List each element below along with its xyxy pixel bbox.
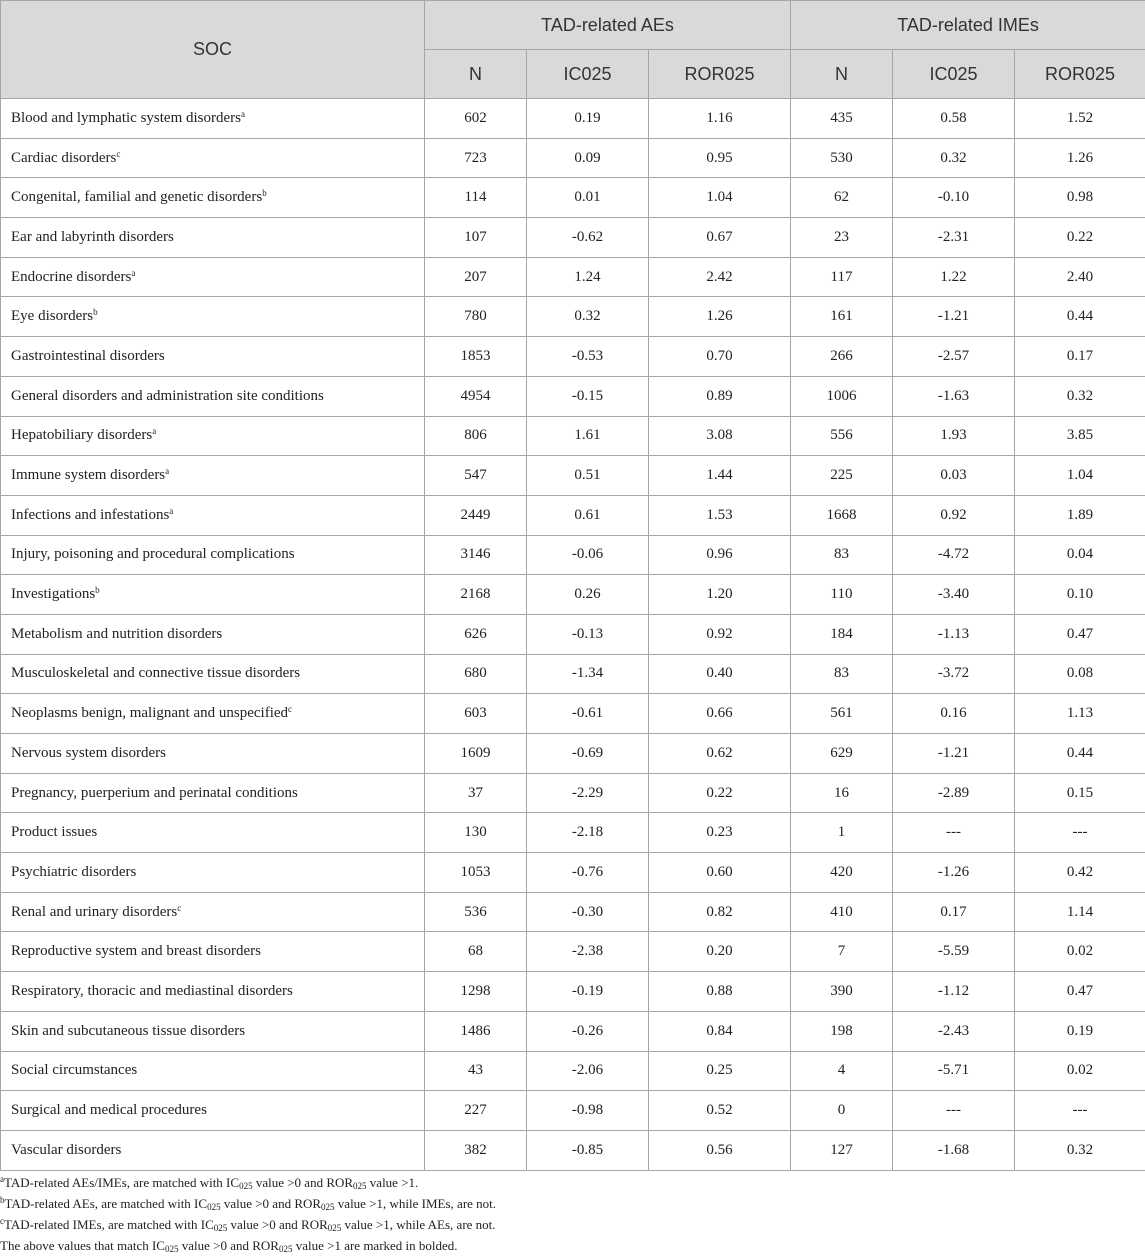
aes-ic025-cell: -0.15	[527, 376, 649, 416]
imes-ror025-cell: 1.52	[1015, 99, 1145, 139]
imes-n-cell: 83	[791, 535, 893, 575]
aes-ic025-cell: 0.19	[527, 99, 649, 139]
aes-ror025-cell: 0.23	[649, 813, 791, 853]
imes-n-cell: 7	[791, 932, 893, 972]
imes-ror025-cell: 0.02	[1015, 1051, 1145, 1091]
soc-label: Nervous system disorders	[11, 744, 166, 761]
imes-ic025-cell: ---	[893, 813, 1015, 853]
imes-n-cell: 16	[791, 773, 893, 813]
aes-ror025-cell: 3.08	[649, 416, 791, 456]
table-row	[1, 1130, 1145, 1170]
soc-label: Blood and lymphatic system disorders	[11, 109, 241, 126]
aes-n-cell: 207	[425, 257, 527, 297]
aes-ror025-cell: 1.26	[649, 297, 791, 337]
imes-ic025-cell: -4.72	[893, 535, 1015, 575]
aes-ic025-cell: -0.53	[527, 337, 649, 377]
footnote-text: TAD-related AEs/IMEs, are matched with IC	[4, 1175, 240, 1190]
aes-n-cell: 4954	[425, 376, 527, 416]
imes-ic025-cell: 0.03	[893, 456, 1015, 496]
table-row	[1, 178, 1145, 218]
footnotes	[0, 1172, 496, 1256]
imes-n-cell: 410	[791, 892, 893, 932]
aes-ic025-cell: 0.26	[527, 575, 649, 615]
aes-ic025-cell: 0.09	[527, 138, 649, 178]
footnote-marker: c	[0, 1216, 4, 1226]
imes-n-cell: 530	[791, 138, 893, 178]
soc-footnote-marker: c	[177, 902, 182, 913]
aes-ror025-cell: 0.89	[649, 376, 791, 416]
table-row	[1, 257, 1145, 297]
aes-ror025-cell: 0.40	[649, 654, 791, 694]
soc-cell	[1, 456, 425, 496]
footnote-subscript: 025	[353, 1181, 367, 1191]
soc-label: Metabolism and nutrition disorders	[11, 625, 223, 642]
aes-ror025-cell: 0.62	[649, 734, 791, 774]
imes-ror025-cell: 0.44	[1015, 734, 1145, 774]
aes-n-cell: 107	[425, 218, 527, 258]
imes-ic025-cell: -1.21	[893, 297, 1015, 337]
aes-ic025-cell: 0.51	[527, 456, 649, 496]
table-row	[1, 654, 1145, 694]
table-row	[1, 535, 1145, 575]
aes-n-cell: 68	[425, 932, 527, 972]
aes-n-cell: 382	[425, 1130, 527, 1170]
imes-ic025-cell: 0.16	[893, 694, 1015, 734]
imes-ror025-cell: 0.19	[1015, 1011, 1145, 1051]
imes-ror025-cell: 0.17	[1015, 337, 1145, 377]
imes-n-cell: 127	[791, 1130, 893, 1170]
footnote-text: value >1, while IMEs, are not.	[334, 1196, 497, 1211]
soc-cell	[1, 654, 425, 694]
imes-ror025-cell: 0.44	[1015, 297, 1145, 337]
soc-cell	[1, 614, 425, 654]
imes-n-cell: 420	[791, 853, 893, 893]
aes-ror025-cell: 0.82	[649, 892, 791, 932]
aes-ic025-cell: -2.29	[527, 773, 649, 813]
imes-ic025-cell: -2.31	[893, 218, 1015, 258]
imes-ror025-cell: 0.15	[1015, 773, 1145, 813]
table-row	[1, 575, 1145, 615]
imes-n-cell: 1668	[791, 495, 893, 535]
table-row	[1, 932, 1145, 972]
soc-cell	[1, 138, 425, 178]
imes-ror025-cell: 1.04	[1015, 456, 1145, 496]
footnote-subscript: 025	[213, 1223, 228, 1233]
imes-ror025-cell: 1.89	[1015, 495, 1145, 535]
soc-cell	[1, 376, 425, 416]
soc-label: Immune system disorders	[11, 467, 166, 484]
imes-ic025-cell: -5.59	[893, 932, 1015, 972]
aes-ror025-cell: 1.16	[649, 99, 791, 139]
aes-n-cell: 2449	[425, 495, 527, 535]
aes-ror025-cell: 0.95	[649, 138, 791, 178]
soc-footnote-marker: a	[131, 267, 136, 278]
soc-cell	[1, 218, 425, 258]
aes-n-cell: 626	[425, 614, 527, 654]
imes-ic025-cell: -1.63	[893, 376, 1015, 416]
header-soc: SOC	[1, 1, 425, 99]
soc-cell	[1, 853, 425, 893]
soc-cell	[1, 257, 425, 297]
soc-label: Skin and subcutaneous tissue disorders	[11, 1022, 246, 1039]
footnote-text: TAD-related AEs, are matched with IC	[4, 1196, 208, 1211]
aes-ic025-cell: -2.18	[527, 813, 649, 853]
soc-cell	[1, 694, 425, 734]
aes-ic025-cell: 1.61	[527, 416, 649, 456]
imes-ic025-cell: -1.68	[893, 1130, 1015, 1170]
imes-ic025-cell: -3.72	[893, 654, 1015, 694]
aes-n-cell: 1486	[425, 1011, 527, 1051]
soc-cell	[1, 813, 425, 853]
imes-n-cell: 110	[791, 575, 893, 615]
footnote-b	[0, 1193, 496, 1214]
imes-n-cell: 23	[791, 218, 893, 258]
soc-footnote-marker: b	[93, 307, 98, 318]
footnote-text: value >1.	[366, 1175, 419, 1190]
table-row	[1, 218, 1145, 258]
imes-n-cell: 184	[791, 614, 893, 654]
soc-label: General disorders and administration site conditions	[11, 387, 324, 404]
imes-n-cell: 390	[791, 972, 893, 1012]
header-aes-ic025: IC025	[527, 50, 649, 99]
aes-ror025-cell: 0.70	[649, 337, 791, 377]
imes-ic025-cell: 0.92	[893, 495, 1015, 535]
imes-ic025-cell: -3.40	[893, 575, 1015, 615]
imes-ror025-cell: 0.04	[1015, 535, 1145, 575]
header-imes-n: N	[791, 50, 893, 99]
imes-ic025-cell: 0.58	[893, 99, 1015, 139]
soc-label: Endocrine disorders	[11, 268, 132, 285]
soc-label: Social circumstances	[11, 1062, 138, 1079]
footnote-subscript: 025	[239, 1181, 253, 1191]
imes-ic025-cell: -1.13	[893, 614, 1015, 654]
soc-cell	[1, 178, 425, 218]
aes-ic025-cell: -0.62	[527, 218, 649, 258]
imes-ic025-cell: 1.93	[893, 416, 1015, 456]
imes-ic025-cell: 0.32	[893, 138, 1015, 178]
aes-ror025-cell: 0.52	[649, 1091, 791, 1131]
table-row	[1, 972, 1145, 1012]
aes-ror025-cell: 0.56	[649, 1130, 791, 1170]
imes-n-cell: 117	[791, 257, 893, 297]
imes-ic025-cell: -1.26	[893, 853, 1015, 893]
imes-ic025-cell: -2.89	[893, 773, 1015, 813]
aes-ror025-cell: 0.22	[649, 773, 791, 813]
imes-ror025-cell: 0.10	[1015, 575, 1145, 615]
footnote-text: value >0 and ROR	[252, 1175, 354, 1190]
footnote-subscript: 025	[327, 1223, 342, 1233]
aes-ror025-cell: 0.84	[649, 1011, 791, 1051]
table-row	[1, 1091, 1145, 1131]
aes-n-cell: 3146	[425, 535, 527, 575]
imes-ic025-cell: -2.57	[893, 337, 1015, 377]
aes-ic025-cell: -0.61	[527, 694, 649, 734]
header-imes-ror025: ROR025	[1015, 50, 1145, 99]
aes-ic025-cell: -0.76	[527, 853, 649, 893]
imes-ic025-cell: 1.22	[893, 257, 1015, 297]
table-body	[1, 99, 1145, 1171]
table-row	[1, 456, 1145, 496]
soc-footnote-marker: b	[262, 188, 267, 199]
imes-ror025-cell: 1.14	[1015, 892, 1145, 932]
table-row	[1, 416, 1145, 456]
soc-cell	[1, 932, 425, 972]
header-group-aes: TAD-related AEs	[425, 1, 791, 50]
soc-label: Vascular disorders	[11, 1141, 122, 1158]
aes-ror025-cell: 0.67	[649, 218, 791, 258]
imes-ror025-cell: 0.32	[1015, 376, 1145, 416]
footnote-d	[0, 1235, 496, 1256]
soc-footnote-marker: a	[169, 505, 174, 516]
aes-n-cell: 114	[425, 178, 527, 218]
aes-ic025-cell: 0.32	[527, 297, 649, 337]
table-row	[1, 813, 1145, 853]
imes-ror025-cell: 0.47	[1015, 614, 1145, 654]
table-row	[1, 853, 1145, 893]
soc-cell	[1, 1091, 425, 1131]
soc-label: Musculoskeletal and connective tissue disorders	[11, 665, 301, 682]
header-row-groups	[1, 1, 1145, 50]
aes-ror025-cell: 0.96	[649, 535, 791, 575]
soc-label: Ear and labyrinth disorders	[11, 228, 174, 245]
soc-label: Pregnancy, puerperium and perinatal conditions	[11, 784, 298, 801]
imes-ic025-cell: ---	[893, 1091, 1015, 1131]
aes-n-cell: 1609	[425, 734, 527, 774]
aes-ror025-cell: 1.20	[649, 575, 791, 615]
soc-footnote-marker: c	[116, 148, 121, 159]
soc-cell	[1, 1051, 425, 1091]
imes-ror025-cell: 0.02	[1015, 932, 1145, 972]
header-aes-n: N	[425, 50, 527, 99]
footnote-subscript: 025	[321, 1202, 335, 1212]
imes-ic025-cell: -1.21	[893, 734, 1015, 774]
aes-n-cell: 547	[425, 456, 527, 496]
aes-ror025-cell: 0.20	[649, 932, 791, 972]
imes-ror025-cell: 0.98	[1015, 178, 1145, 218]
aes-ror025-cell: 1.53	[649, 495, 791, 535]
aes-ic025-cell: -0.85	[527, 1130, 649, 1170]
aes-n-cell: 37	[425, 773, 527, 813]
soc-cell	[1, 575, 425, 615]
aes-n-cell: 680	[425, 654, 527, 694]
footnote-subscript: 025	[164, 1244, 179, 1254]
soc-footnote-marker: a	[240, 108, 245, 119]
aes-ror025-cell: 1.44	[649, 456, 791, 496]
soc-cell	[1, 297, 425, 337]
footnote-a	[0, 1172, 496, 1193]
aes-ic025-cell: -0.06	[527, 535, 649, 575]
aes-ror025-cell: 0.66	[649, 694, 791, 734]
aes-n-cell: 1853	[425, 337, 527, 377]
soc-cell	[1, 1011, 425, 1051]
imes-n-cell: 225	[791, 456, 893, 496]
aes-ic025-cell: -0.30	[527, 892, 649, 932]
imes-n-cell: 556	[791, 416, 893, 456]
footnote-marker: a	[0, 1174, 4, 1184]
aes-ror025-cell: 0.92	[649, 614, 791, 654]
table-row	[1, 297, 1145, 337]
footnote-text: value >0 and ROR	[220, 1196, 322, 1211]
soc-label: Hepatobiliary disorders	[11, 427, 153, 444]
soc-cell	[1, 495, 425, 535]
table-row	[1, 614, 1145, 654]
soc-cell	[1, 416, 425, 456]
aes-ic025-cell: -0.26	[527, 1011, 649, 1051]
table-row	[1, 99, 1145, 139]
aes-ic025-cell: -1.34	[527, 654, 649, 694]
header-group-imes: TAD-related IMEs	[791, 1, 1145, 50]
footnote-subscript: 025	[278, 1244, 293, 1254]
footnote-c	[0, 1214, 496, 1235]
aes-n-cell: 603	[425, 694, 527, 734]
soc-label: Investigations	[11, 586, 96, 603]
aes-n-cell: 130	[425, 813, 527, 853]
soc-footnote-marker: a	[165, 466, 170, 477]
imes-ror025-cell: 0.32	[1015, 1130, 1145, 1170]
imes-n-cell: 83	[791, 654, 893, 694]
soc-label: Reproductive system and breast disorders	[11, 943, 261, 960]
imes-ic025-cell: -2.43	[893, 1011, 1015, 1051]
imes-ror025-cell: 1.13	[1015, 694, 1145, 734]
footnote-text: The above values that match IC	[0, 1238, 165, 1253]
table-row	[1, 337, 1145, 377]
imes-ror025-cell: ---	[1015, 813, 1145, 853]
aes-ic025-cell: -2.06	[527, 1051, 649, 1091]
imes-ror025-cell: 0.47	[1015, 972, 1145, 1012]
soc-footnote-marker: b	[95, 585, 100, 596]
soc-label: Cardiac disorders	[11, 149, 117, 166]
imes-n-cell: 435	[791, 99, 893, 139]
soc-cell	[1, 892, 425, 932]
imes-ic025-cell: -0.10	[893, 178, 1015, 218]
aes-ic025-cell: 0.61	[527, 495, 649, 535]
imes-ror025-cell: 1.26	[1015, 138, 1145, 178]
aes-ror025-cell: 0.88	[649, 972, 791, 1012]
footnote-subscript: 025	[207, 1202, 221, 1212]
footnote-text: value >1 are marked in bolded.	[292, 1238, 458, 1253]
table-row	[1, 138, 1145, 178]
table-row	[1, 892, 1145, 932]
soc-label: Psychiatric disorders	[11, 863, 137, 880]
soc-label: Neoplasms benign, malignant and unspecified	[11, 705, 289, 722]
imes-n-cell: 1	[791, 813, 893, 853]
aes-ic025-cell: 1.24	[527, 257, 649, 297]
aes-ic025-cell: -0.13	[527, 614, 649, 654]
table-row	[1, 734, 1145, 774]
imes-n-cell: 266	[791, 337, 893, 377]
soc-cell	[1, 773, 425, 813]
aes-n-cell: 2168	[425, 575, 527, 615]
imes-n-cell: 561	[791, 694, 893, 734]
soc-label: Eye disorders	[11, 308, 94, 325]
table-row	[1, 495, 1145, 535]
footnote-text: value >0 and ROR	[178, 1238, 279, 1253]
table-row	[1, 376, 1145, 416]
imes-ror025-cell: 0.08	[1015, 654, 1145, 694]
imes-n-cell: 4	[791, 1051, 893, 1091]
header-aes-ror025: ROR025	[649, 50, 791, 99]
table-row	[1, 1011, 1145, 1051]
aes-ic025-cell: 0.01	[527, 178, 649, 218]
aes-ror025-cell: 0.60	[649, 853, 791, 893]
footnote-text: value >1, while AEs, are not.	[341, 1217, 496, 1232]
soc-cell	[1, 535, 425, 575]
imes-ror025-cell: 0.42	[1015, 853, 1145, 893]
aes-ic025-cell: -0.69	[527, 734, 649, 774]
aes-n-cell: 43	[425, 1051, 527, 1091]
imes-ror025-cell: ---	[1015, 1091, 1145, 1131]
aes-n-cell: 1053	[425, 853, 527, 893]
imes-n-cell: 198	[791, 1011, 893, 1051]
soc-cell	[1, 972, 425, 1012]
soc-label: Respiratory, thoracic and mediastinal disorders	[11, 982, 293, 999]
aes-n-cell: 602	[425, 99, 527, 139]
soc-footnote-marker: c	[288, 704, 293, 715]
aes-ror025-cell: 2.42	[649, 257, 791, 297]
soc-label: Gastrointestinal disorders	[11, 347, 165, 364]
footnote-text: TAD-related IMEs, are matched with IC	[4, 1217, 214, 1232]
imes-ror025-cell: 2.40	[1015, 257, 1145, 297]
imes-n-cell: 0	[791, 1091, 893, 1131]
soc-label: Product issues	[11, 824, 98, 841]
imes-ror025-cell: 3.85	[1015, 416, 1145, 456]
imes-ic025-cell: -1.12	[893, 972, 1015, 1012]
soc-label: Congenital, familial and genetic disorders	[11, 189, 263, 206]
soc-cell	[1, 99, 425, 139]
aes-n-cell: 780	[425, 297, 527, 337]
aes-ror025-cell: 0.25	[649, 1051, 791, 1091]
aes-n-cell: 227	[425, 1091, 527, 1131]
table-row	[1, 773, 1145, 813]
imes-ror025-cell: 0.22	[1015, 218, 1145, 258]
imes-ic025-cell: 0.17	[893, 892, 1015, 932]
imes-n-cell: 62	[791, 178, 893, 218]
soc-footnote-marker: a	[152, 426, 157, 437]
aes-n-cell: 536	[425, 892, 527, 932]
soc-label: Injury, poisoning and procedural complications	[11, 546, 295, 563]
footnote-marker: b	[0, 1195, 5, 1205]
header-imes-ic025: IC025	[893, 50, 1015, 99]
soc-label: Surgical and medical procedures	[11, 1102, 207, 1119]
soc-cell	[1, 1130, 425, 1170]
imes-ic025-cell: -5.71	[893, 1051, 1015, 1091]
aes-n-cell: 806	[425, 416, 527, 456]
soc-cell	[1, 734, 425, 774]
imes-n-cell: 1006	[791, 376, 893, 416]
aes-ror025-cell: 1.04	[649, 178, 791, 218]
imes-n-cell: 161	[791, 297, 893, 337]
table-row	[1, 694, 1145, 734]
soc-cell	[1, 337, 425, 377]
footnote-text: value >0 and ROR	[227, 1217, 328, 1232]
table-row	[1, 1051, 1145, 1091]
soc-label: Infections and infestations	[11, 506, 170, 523]
aes-ic025-cell: -2.38	[527, 932, 649, 972]
aes-ic025-cell: -0.98	[527, 1091, 649, 1131]
imes-n-cell: 629	[791, 734, 893, 774]
aes-n-cell: 1298	[425, 972, 527, 1012]
aes-n-cell: 723	[425, 138, 527, 178]
aes-ic025-cell: -0.19	[527, 972, 649, 1012]
soc-label: Renal and urinary disorders	[11, 903, 178, 920]
